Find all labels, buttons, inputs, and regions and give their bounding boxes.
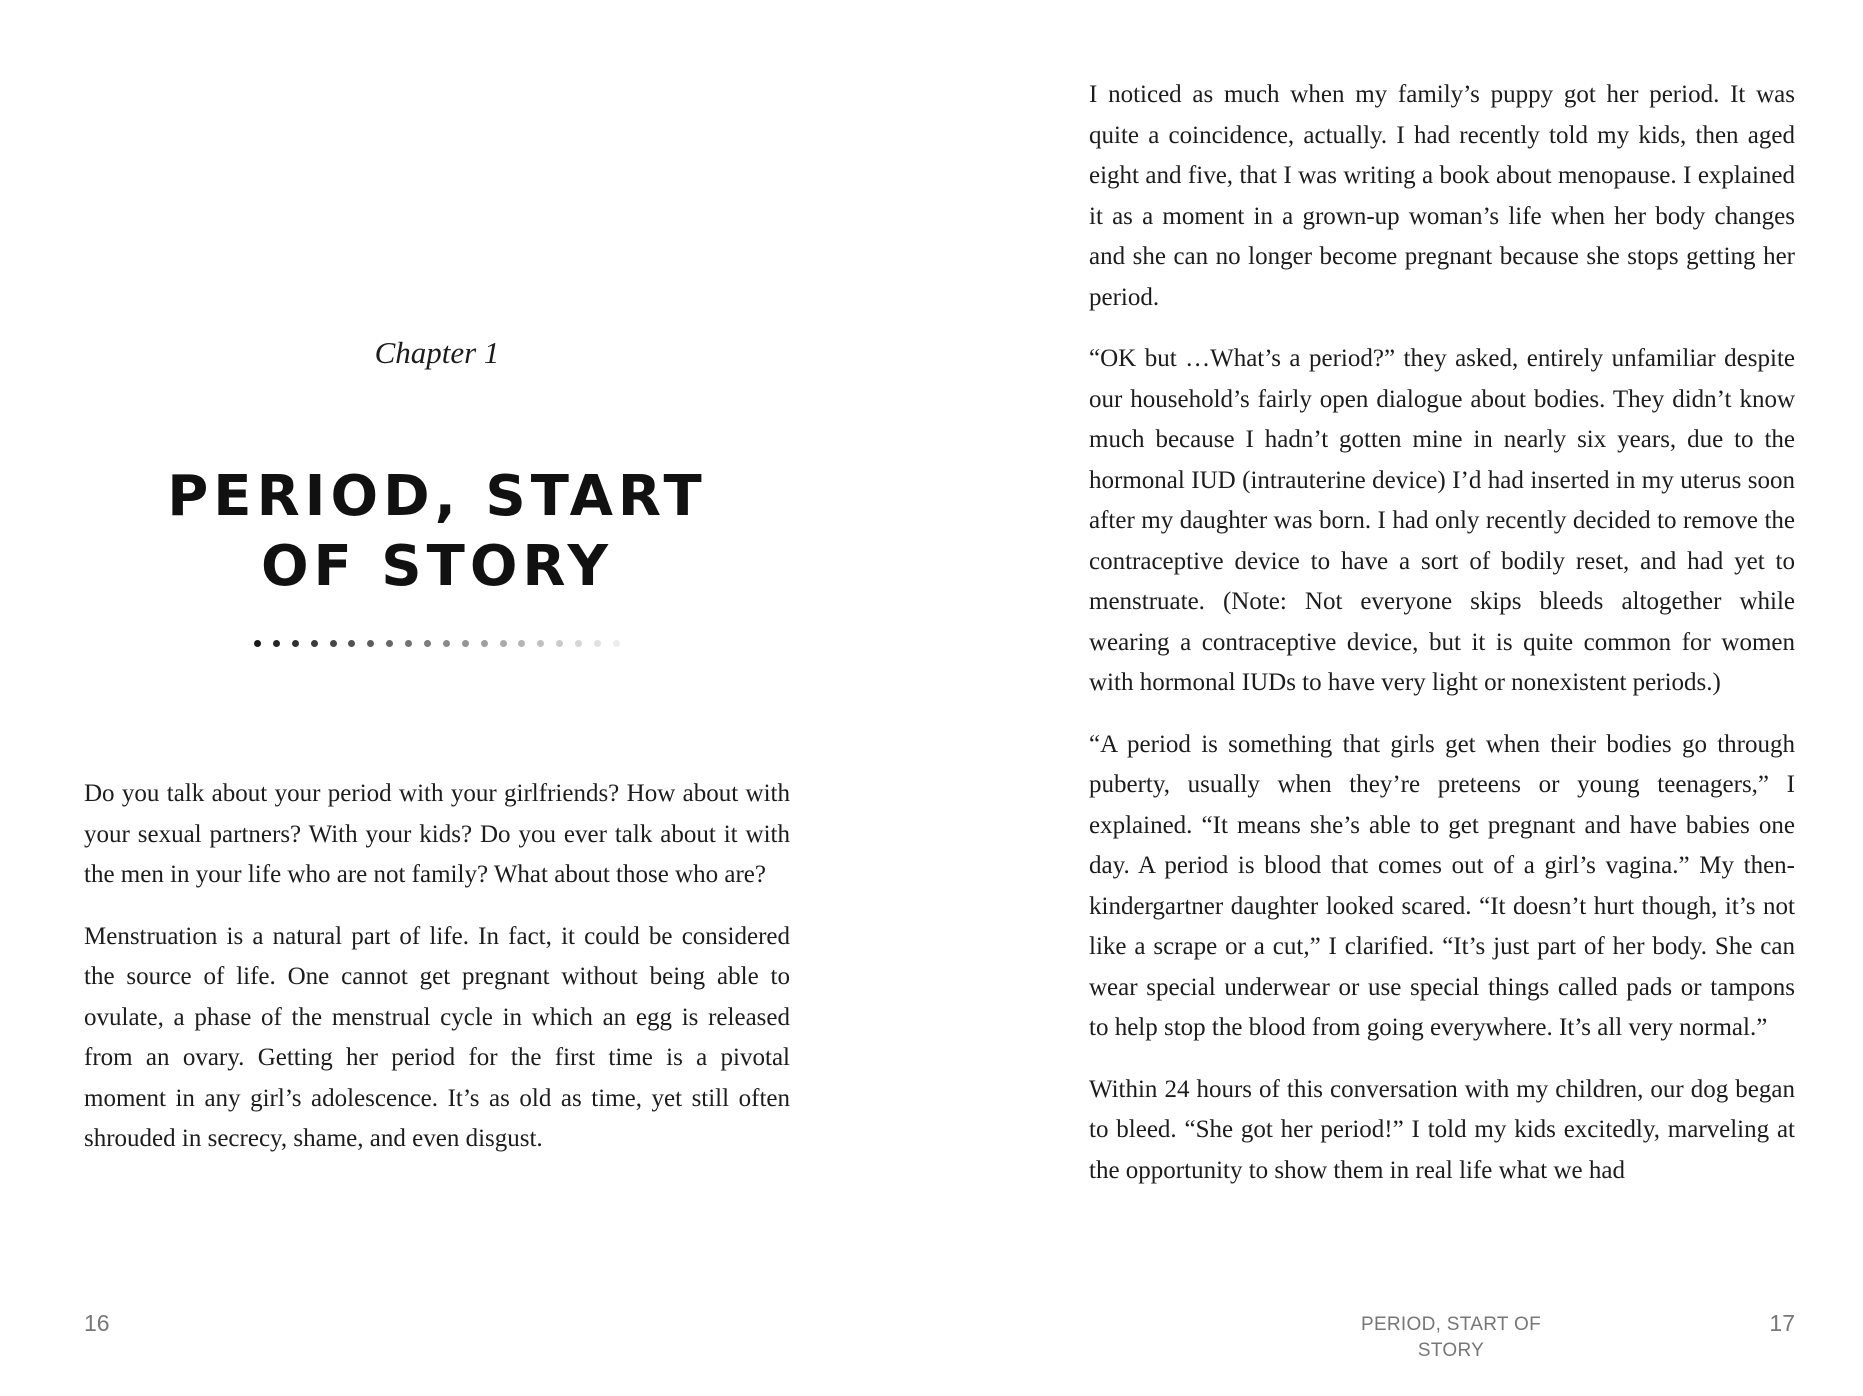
chapter-ornament-dots — [254, 636, 620, 650]
chapter-title — [84, 462, 790, 602]
ornament-dot — [594, 640, 601, 647]
ornament-dot — [537, 640, 544, 647]
right-body-text — [1089, 75, 1795, 1212]
ornament-dot — [462, 640, 469, 647]
running-head: PERIOD, START OF STORY — [1360, 1314, 1542, 1361]
ornament-dot — [367, 640, 374, 647]
ornament-dot — [424, 640, 431, 647]
chapter-label: Chapter 1 — [374, 335, 500, 370]
ornament-dot — [386, 640, 393, 647]
paragraph: I noticed as much when my family’s puppy got her period. It was quite a coincidence, actually. I had recently told my kids, then aged eight and five, that I was writing a book about menopause. I explained it as a moment in a grown-up woman’s life when her body changes and she can no longer become pregnant because she stops getting her period. — [1089, 81, 1795, 311]
ornament-dot — [254, 640, 261, 647]
page-number-right: 17 — [1769, 1310, 1795, 1336]
ornament-dot — [613, 640, 620, 647]
paragraph: “OK but …What’s a period?” they asked, entirely unfamiliar despite our household’s fairly open dialogue about bodies. They didn’t know much because I hadn’t gotten mine in nearly six years, due to the hormonal IUD (intrauterine device) I’d had inserted in my uterus soon after my daughter was born. I had only recently decided to remove the contraceptive device to have a sort of bodily reset, and had yet to menstruate. (Note: Not everyone skips bleeds altogether while wearing a contraceptive device, but it is quite common for women with hormonal IUDs to have very light or nonexistent periods.) — [1089, 345, 1795, 696]
chapter-title-line-1: PERIOD, START — [167, 464, 707, 529]
ornament-dot — [348, 640, 355, 647]
paragraph: Within 24 hours of this conversation with my children, our dog began to bleed. “She got her period!” I told my kids excitedly, marveling at the opportunity to show them in real life what we had — [1089, 1075, 1795, 1184]
ornament-dot — [556, 640, 563, 647]
right-page — [931, 0, 1863, 1396]
ornament-dot — [481, 640, 488, 647]
ornament-dot — [330, 640, 337, 647]
ornament-dot — [518, 640, 525, 647]
paragraph: “A period is something that girls get when their bodies go through puberty, usually when they’re preteens or young teenagers,” I explained. “It means she’s able to get pregnant and have babies one day. A period is blood that comes out of a girl’s vagina.” My then-kindergartner daughter looked scared. “It doesn’t hurt though, it’s not like a scrape or a cut,” I clarified. “It’s just part of her body. She can wear special underwear or use special things called pads or tampons to help stop the blood from going everywhere. It’s all very normal.” — [1089, 730, 1795, 1041]
left-body-text — [84, 774, 790, 1181]
page-number-left: 16 — [84, 1310, 110, 1336]
paragraph: Menstruation is a natural part of life. In fact, it could be considered the source of life. One cannot get pregnant without being able to ovulate, a phase of the menstrual cycle in which an egg is released from an ovary. Getting her period for the first time is a pivotal moment in any girl’s adolescence. It’s as old as time, yet still often shrouded in secrecy, shame, and even disgust. — [84, 922, 790, 1152]
ornament-dot — [500, 640, 507, 647]
ornament-dot — [443, 640, 450, 647]
ornament-dot — [575, 640, 582, 647]
ornament-dot — [405, 640, 412, 647]
left-page — [0, 0, 931, 1396]
chapter-title-line-2: OF STORY — [260, 534, 614, 599]
ornament-dot — [292, 640, 299, 647]
paragraph: Do you talk about your period with your girlfriends? How about with your sexual partners? With your kids? Do you ever talk about it with the men in your life who are not family? What about those who are? — [84, 780, 790, 888]
ornament-dot — [311, 640, 318, 647]
ornament-dot — [273, 640, 280, 647]
